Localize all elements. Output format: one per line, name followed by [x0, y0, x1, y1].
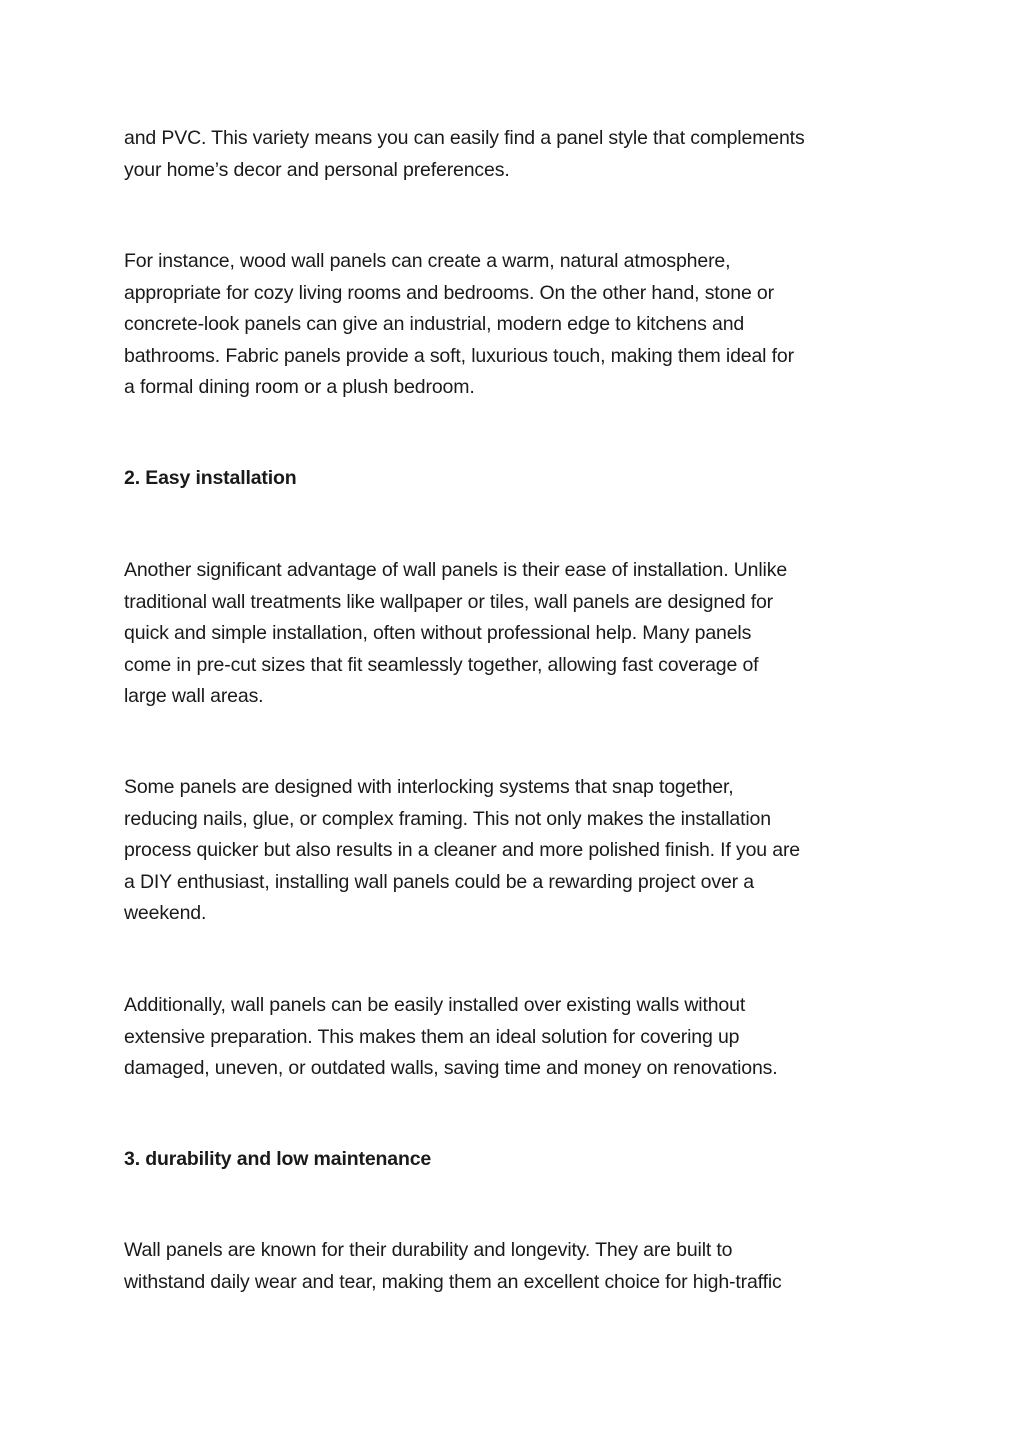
- paragraph-durability-longevity: [124, 1235, 904, 1298]
- text-line: reducing nails, glue, or complex framing. This not only makes the installation: [124, 807, 771, 830]
- text-line: a formal dining room or a plush bedroom.: [124, 376, 475, 398]
- text-line: Wall panels are known for their durability and longevity. They are built to: [124, 1239, 733, 1261]
- text-line: Some panels are designed with interlocking systems that snap together,: [124, 776, 734, 798]
- text-line: For instance, wood wall panels can create a warm, natural atmosphere,: [124, 250, 731, 272]
- text-line: appropriate for cozy living rooms and bedrooms. On the other hand, stone or: [124, 281, 774, 304]
- paragraph-existing-walls: [124, 990, 904, 1085]
- paragraph-panel-examples: [124, 246, 904, 404]
- text-line: quick and simple installation, often without professional help. Many panels: [124, 622, 752, 644]
- text-line: a DIY enthusiast, installing wall panels could be a rewarding project over a: [124, 870, 754, 893]
- section-heading-easy-installation: [124, 463, 904, 495]
- text-line: Additionally, wall panels can be easily installed over existing walls without: [124, 994, 746, 1016]
- heading-text: 3. durability and low maintenance: [124, 1148, 432, 1170]
- paragraph-installation-advantage: [124, 555, 904, 713]
- text-line: process quicker but also results in a cleaner and more polished finish. If you are: [124, 839, 800, 861]
- text-line: bathrooms. Fabric panels provide a soft, luxurious touch, making them ideal for: [124, 344, 794, 367]
- text-line: large wall areas.: [124, 685, 264, 707]
- text-line: concrete-look panels can give an industrial, modern edge to kitchens and: [124, 313, 745, 335]
- heading-text: 2. Easy installation: [124, 467, 297, 489]
- text-line: extensive preparation. This makes them an ideal solution for covering up: [124, 1025, 740, 1048]
- text-line: withstand daily wear and tear, making them an excellent choice for high-traffic: [124, 1270, 782, 1293]
- text-line: Another significant advantage of wall panels is their ease of installation. Unlike: [124, 559, 788, 581]
- paragraph-interlocking-systems: [124, 772, 904, 930]
- text-line: traditional wall treatments like wallpaper or tiles, wall panels are designed for: [124, 590, 774, 613]
- text-line: and PVC. This variety means you can easily find a panel style that complements: [124, 127, 805, 149]
- text-line: come in pre-cut sizes that fit seamlessly together, allowing fast coverage of: [124, 653, 759, 676]
- text-line: your home’s decor and personal preferences.: [124, 158, 510, 181]
- paragraph-pvc-variety: [124, 123, 904, 186]
- text-line: damaged, uneven, or outdated walls, saving time and money on renovations.: [124, 1057, 778, 1079]
- text-line: weekend.: [124, 902, 207, 924]
- section-heading-durability: [124, 1144, 904, 1176]
